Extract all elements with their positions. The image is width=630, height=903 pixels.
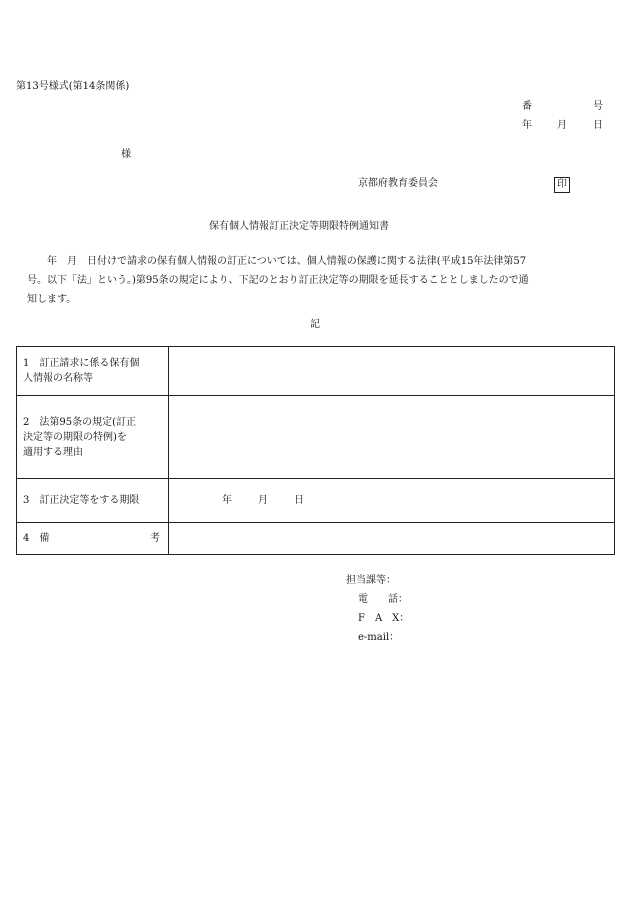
row2-value <box>169 396 615 479</box>
contact-email: e-mail： <box>358 632 400 643</box>
number-label-right: 号 <box>593 101 603 112</box>
sender-name: 京都府教育委員会 <box>358 178 438 189</box>
row3-day: 日 <box>294 494 304 506</box>
row1-label <box>17 347 169 396</box>
document-title: 保有個人情報訂正決定等期限特例通知書 <box>209 221 389 232</box>
date-month: 月 <box>557 120 567 131</box>
form-number: 第13号様式(第14条関係) <box>16 81 130 92</box>
details-table <box>16 346 615 555</box>
row3-value <box>169 479 615 523</box>
row1-label-line: 人情報の名称等 <box>23 373 93 384</box>
seal-stamp: 印 <box>554 177 570 193</box>
row4-label-right: 考 <box>150 533 160 544</box>
addressee-honorific: 様 <box>121 149 131 160</box>
body-line: 知します。 <box>27 294 77 305</box>
row1-label-line: 1 訂正請求に係る保有個 <box>23 358 140 369</box>
table-row <box>17 523 615 555</box>
contact-phone: 電 話： <box>358 594 408 605</box>
body-line: 号。以下「法」という。)第95条の規定により、下記のとおり訂正決定等の期限を延長することとしましたので通 <box>27 275 529 286</box>
row2-label-line: 決定等の期限の特例)を <box>23 431 127 443</box>
contact-fax: F A X： <box>358 613 410 624</box>
row4-value <box>169 523 615 555</box>
date-year: 年 <box>522 120 532 131</box>
row2-label <box>17 396 169 479</box>
row3-month: 月 <box>258 494 268 506</box>
ki-heading: 記 <box>310 319 320 330</box>
row3-year: 年 <box>222 494 232 506</box>
table-row <box>17 479 615 523</box>
row1-value <box>169 347 615 396</box>
body-paragraph <box>27 252 620 309</box>
row2-label-line: 適用する理由 <box>23 446 83 458</box>
row3-label: 3 訂正決定等をする期限 <box>17 479 169 523</box>
contact-dept: 担当課等： <box>346 575 396 586</box>
table-row <box>17 396 615 479</box>
body-line: 年 月 日付けで請求の保有個人情報の訂正については、個人情報の保護に関する法律(平成15年法律第57 <box>27 256 527 267</box>
row2-label-line: 2 法第95条の規定(訂正 <box>23 416 136 428</box>
number-label-left: 番 <box>522 101 532 112</box>
date-day: 日 <box>593 120 603 131</box>
row4-label-left: 4 備 <box>23 533 50 544</box>
row4-label <box>17 523 169 555</box>
table-row <box>17 347 615 396</box>
